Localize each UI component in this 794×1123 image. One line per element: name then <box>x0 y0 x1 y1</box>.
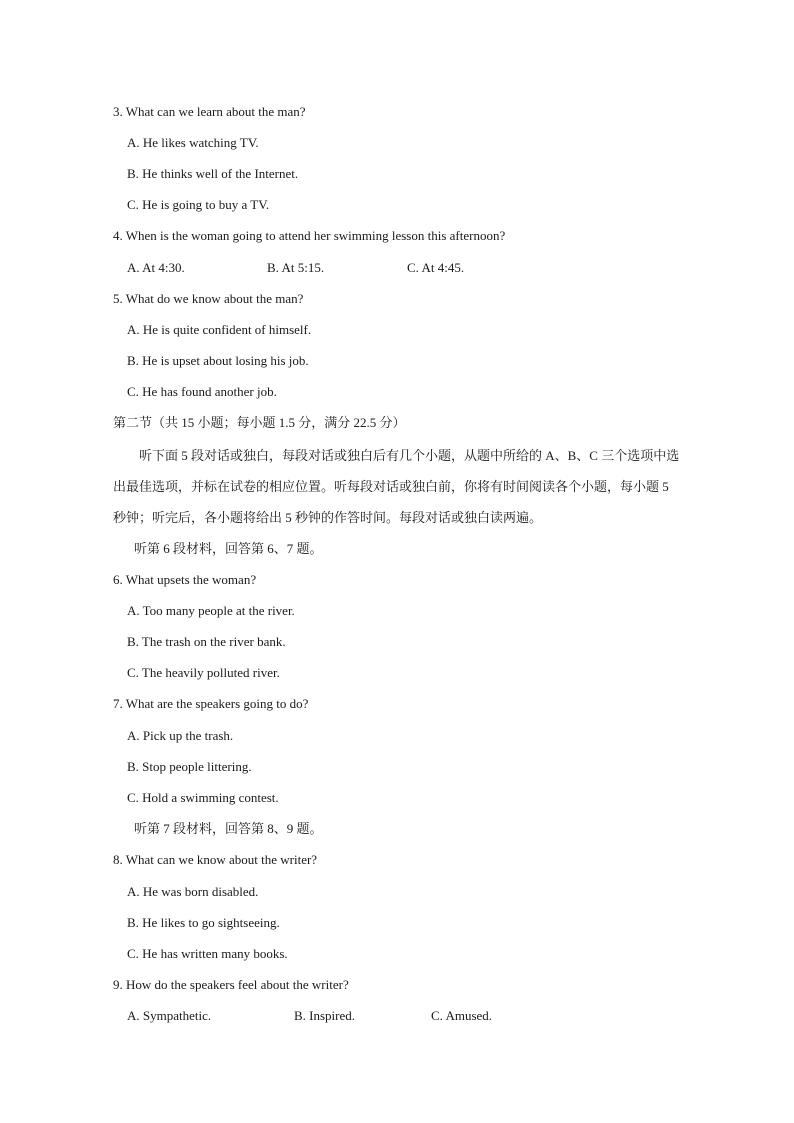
question-7-stem: 7. What are the speakers going to do? <box>113 696 309 711</box>
question-7-option-b: B. Stop people littering. <box>127 759 252 774</box>
question-8-stem: 8. What can we know about the writer? <box>113 852 318 867</box>
section-2-instructions: 听下面 5 段对话或独白，每段对话或独白后有几个小题，从题中所给的 A、B、C 三个选项中选出最佳选项，并标在试卷的相应位置。听每段对话或独白前，你将有时间阅读各个小题，每小题 5 秒钟；听完后，各小题将给出 5 秒钟的作答时间。每段对话或独白读两遍。 <box>113 448 680 525</box>
question-6-option-b: B. The trash on the river bank. <box>127 634 286 649</box>
question-5-option-b: B. He is upset about losing his job. <box>127 353 309 368</box>
question-8-option-c: C. He has written many books. <box>127 946 288 961</box>
question-3-option-c: C. He is going to buy a TV. <box>127 197 270 212</box>
question-4-option-c: C. At 4:45. <box>407 260 465 275</box>
question-8-option-a: A. He was born disabled. <box>127 884 259 899</box>
question-5-option-a: A. He is quite confident of himself. <box>127 322 312 337</box>
question-4-stem: 4. When is the woman going to attend her swimming lesson this afternoon? <box>113 228 506 243</box>
question-8-option-b: B. He likes to go sightseeing. <box>127 915 280 930</box>
question-9-option-c: C. Amused. <box>431 1008 493 1023</box>
question-5-option-c: C. He has found another job. <box>127 384 277 399</box>
material-7-intro: 听第 7 段材料，回答第 8、9 题。 <box>134 821 323 836</box>
question-5-stem: 5. What do we know about the man? <box>113 291 304 306</box>
question-3-stem: 3. What can we learn about the man? <box>113 104 306 119</box>
section-2-heading: 第二节（共 15 小题；每小题 1.5 分，满分 22.5 分） <box>113 415 406 430</box>
question-3-option-a: A. He likes watching TV. <box>127 135 259 150</box>
question-6-option-c: C. The heavily polluted river. <box>127 665 280 680</box>
question-9-option-b: B. Inspired. <box>294 1008 356 1023</box>
question-7-option-a: A. Pick up the trash. <box>127 728 234 743</box>
question-9-stem: 9. How do the speakers feel about the writer? <box>113 977 349 992</box>
question-3-option-b: B. He thinks well of the Internet. <box>127 166 299 181</box>
question-7-option-c: C. Hold a swimming contest. <box>127 790 279 805</box>
question-9-option-a: A. Sympathetic. <box>127 1008 212 1023</box>
question-4-option-a: A. At 4:30. <box>127 260 185 275</box>
question-6-stem: 6. What upsets the woman? <box>113 572 257 587</box>
question-4-option-b: B. At 5:15. <box>267 260 325 275</box>
material-6-intro: 听第 6 段材料，回答第 6、7 题。 <box>134 541 323 556</box>
question-6-option-a: A. Too many people at the river. <box>127 603 295 618</box>
